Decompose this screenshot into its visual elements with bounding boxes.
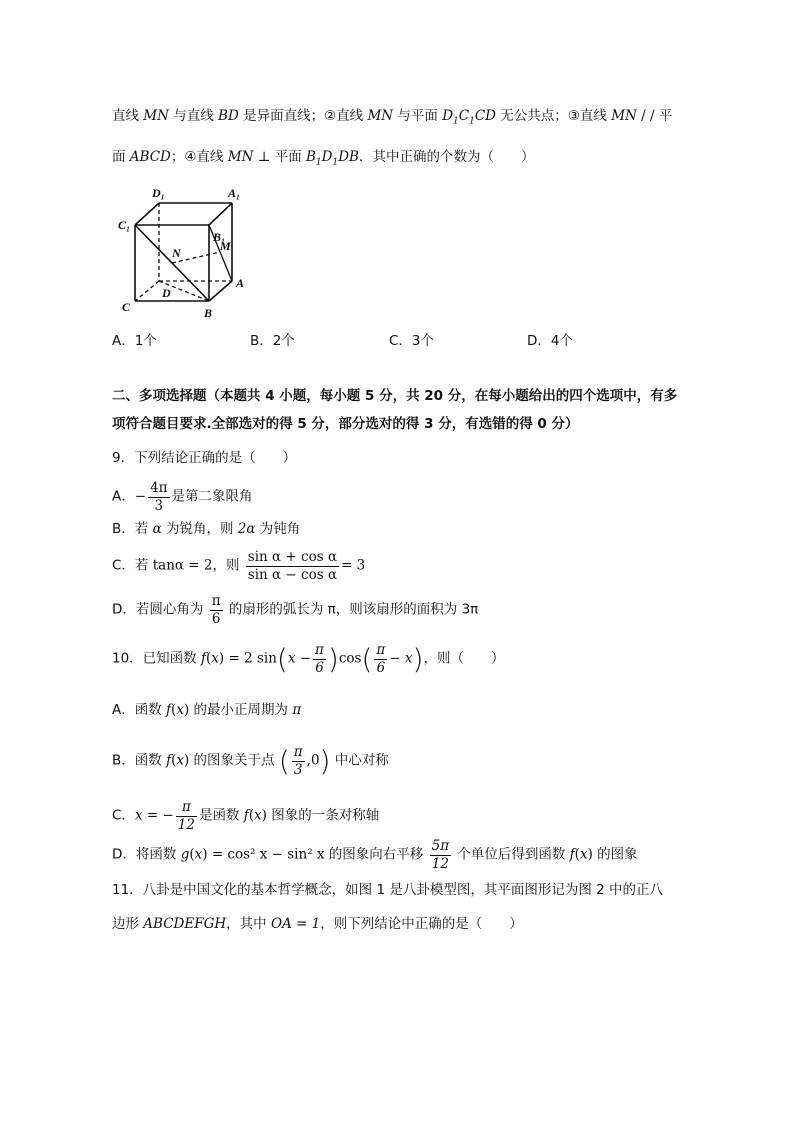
q9-stem: 9．下列结论正确的是（ ）: [112, 450, 297, 466]
q8-option-a: A．1个: [112, 333, 157, 349]
q10-option-c: C．x = − $\frac{\pi}{12}$ 是函数 f(x) 图象的一条对称轴: [112, 799, 380, 833]
math-f: f: [243, 807, 249, 824]
text: ；④直线: [170, 149, 228, 165]
text: 中心对称: [330, 752, 389, 769]
q8-option-b: B．2个: [250, 333, 295, 349]
math-x: x: [194, 846, 203, 863]
math-equals-3: = 3: [341, 557, 366, 574]
q10-stem: 10．已知函数 f(x) = 2 sin(x − $\frac{\pi}{6}$ )cos( $\frac{\pi}{6}$ − x)，则（ ）: [112, 642, 505, 676]
text: 直线: [112, 108, 144, 124]
text: 的扇形的弧长为 π，则该扇形的面积为 3π: [224, 601, 479, 618]
hidden-edge-d-c: [135, 281, 159, 301]
math-cos2-sin2: = cos² x − sin² x: [207, 846, 325, 863]
math-f: f: [166, 752, 172, 769]
text: 与平面: [393, 108, 443, 124]
q9-option-b: [112, 523, 300, 537]
math-tan: tanα = 2: [152, 557, 213, 574]
q8-option-c: C．3个: [389, 333, 435, 349]
text: ，则（ ）: [423, 650, 505, 667]
text: 为锐角，则: [161, 521, 238, 537]
q11-line-1: 11．八卦是中国文化的基本哲学概念，如图 1 是八卦模型图，其平面图形记为图 2 中的正八: [112, 882, 664, 898]
text: 的最小正周期为: [189, 702, 293, 718]
text: 的图象关于点: [189, 752, 279, 769]
math-mn: MN: [611, 108, 637, 124]
label-c: C: [122, 300, 131, 314]
text: 个单位后得到函数: [453, 846, 570, 863]
math-comma-zero: ,0: [306, 752, 320, 769]
q9-option-a: [112, 480, 253, 515]
q10-option-a: A．函数 f(x) 的最小正周期为 π: [112, 702, 302, 718]
label-m: M: [220, 239, 231, 253]
text: 是异面直线；②直线: [238, 108, 368, 124]
text: C．: [112, 807, 135, 824]
fraction-pi-12: $\frac{\pi}{12}$: [177, 799, 195, 833]
math-abcdefgh: ABCDEFGH: [143, 916, 227, 932]
math-bd: BD: [218, 108, 239, 124]
label-d: D: [162, 286, 171, 300]
text: B．若: [112, 521, 153, 537]
fraction-pi-6: $\frac{\pi}{6}$: [315, 642, 324, 676]
edge-a-b: [209, 281, 232, 301]
text: 图象的一条对称轴: [266, 807, 380, 824]
math-oa-equals-1: OA = 1: [270, 916, 321, 932]
fraction-pi-6: $\frac{\pi}{6}$: [376, 642, 386, 676]
label: A．: [112, 488, 135, 505]
math-f: f: [166, 702, 172, 718]
q11-line-2: [112, 918, 523, 932]
text: D．将函数: [112, 846, 181, 863]
text: 的图象: [592, 846, 638, 863]
text: 是第二象限角: [171, 488, 253, 505]
text: 无公共点；③直线: [496, 108, 612, 124]
label-c1: C₁: [118, 218, 131, 232]
math-g: g: [180, 846, 190, 863]
math-abcd: ABCD: [129, 149, 171, 165]
math-f: f: [569, 846, 575, 863]
minus: −: [134, 488, 147, 505]
label-d1: D₁: [152, 186, 165, 200]
q8-option-d: D．4个: [527, 333, 573, 349]
text: 平: [658, 108, 673, 124]
math-cos: cos: [338, 650, 362, 667]
math-x-equals: x = −: [134, 807, 174, 824]
text: 是函数: [198, 807, 244, 824]
math-x: x: [176, 752, 184, 769]
fraction-4pi-3: $\frac{4\pi}{3}$: [150, 480, 168, 514]
math-pi: π: [292, 702, 302, 718]
text: A．函数: [112, 702, 167, 718]
section-2-header-line-2: 项符合题目要求.全部选对的得 5 分，部分选对的得 3 分，有选错的得 0 分）: [112, 416, 579, 432]
section-2-header-line-1: 二、多项选择题（本题共 4 小题，每小题 5 分，共 20 分，在每小题给出的四个选项中，有多: [112, 388, 678, 404]
text: 的图象向右平移: [324, 846, 428, 863]
math-mn: MN: [227, 149, 254, 165]
parallel-symbol: / /: [636, 108, 659, 124]
plane-d1c1cd: $D_1C_1CD$: [442, 108, 496, 127]
label-b1: B₁: [213, 230, 226, 244]
text: ．其中正确的个数为（ ）: [358, 149, 535, 165]
cube-figure: [112, 183, 262, 323]
q9-option-d: [112, 593, 478, 628]
math-2sin: = 2 sin: [224, 650, 277, 667]
perpendicular-symbol: ⊥: [253, 149, 275, 165]
edge-c1-d1: [135, 203, 159, 225]
text: 平面: [274, 149, 306, 165]
q9-option-c: [112, 549, 365, 584]
math-f: f: [200, 650, 206, 667]
text: ，则: [212, 557, 244, 574]
math-2alpha: 2α: [237, 521, 256, 537]
q8-line-1: [112, 110, 672, 127]
text: 边形: [112, 916, 144, 932]
fraction-pi-6: $\frac{\pi}{6}$: [211, 593, 221, 627]
label-b: B: [204, 306, 213, 320]
text: C．若: [112, 557, 153, 574]
math-x: x: [254, 807, 262, 824]
q10-option-d: D．将函数 g(x) = cos² x − sin² x 的图象向右平移 $\frac{5\pi}{12}$ 个单位后得到函数 f(x) 的图象: [112, 838, 638, 872]
text: B．函数: [112, 752, 167, 769]
q8-line-2: [112, 151, 534, 168]
math-x-minus: x −: [287, 650, 312, 667]
text: ，则下列结论中正确的是（ ）: [320, 916, 523, 932]
q10-option-b: B．函数 f(x) 的图象关于点 ( $\frac{\pi}{3}$ ,0) 中心对称: [112, 744, 389, 778]
label-a: A: [236, 276, 245, 290]
text: D．若圆心角为: [112, 601, 208, 618]
math-minus-x: − x: [389, 650, 413, 667]
text: 10．已知函数: [112, 650, 201, 667]
fraction-5pi-12: $\frac{5\pi}{12}$: [431, 838, 450, 872]
edge-a1-b1: [209, 203, 232, 225]
math-alpha: α: [152, 521, 162, 537]
math-x: x: [579, 846, 588, 863]
text: 与直线: [168, 108, 219, 124]
text: 为钝角: [255, 521, 301, 537]
text: ，其中: [226, 916, 271, 932]
math-x: x: [176, 702, 184, 718]
label-n: N: [172, 246, 181, 260]
math-mn: MN: [143, 108, 169, 124]
plane-b1d1db: $B_1D_1DB$: [306, 149, 359, 168]
label-a1: A₁: [228, 186, 241, 200]
math-mn: MN: [367, 108, 394, 124]
fraction-sin-cos: $\frac{\text{sin α + cos α}}{\text{sin α − cos α}}$: [247, 549, 338, 583]
fraction-pi-3: $\frac{\pi}{3}$: [293, 744, 303, 778]
text: 面: [112, 149, 130, 165]
math-x: x: [211, 650, 219, 667]
